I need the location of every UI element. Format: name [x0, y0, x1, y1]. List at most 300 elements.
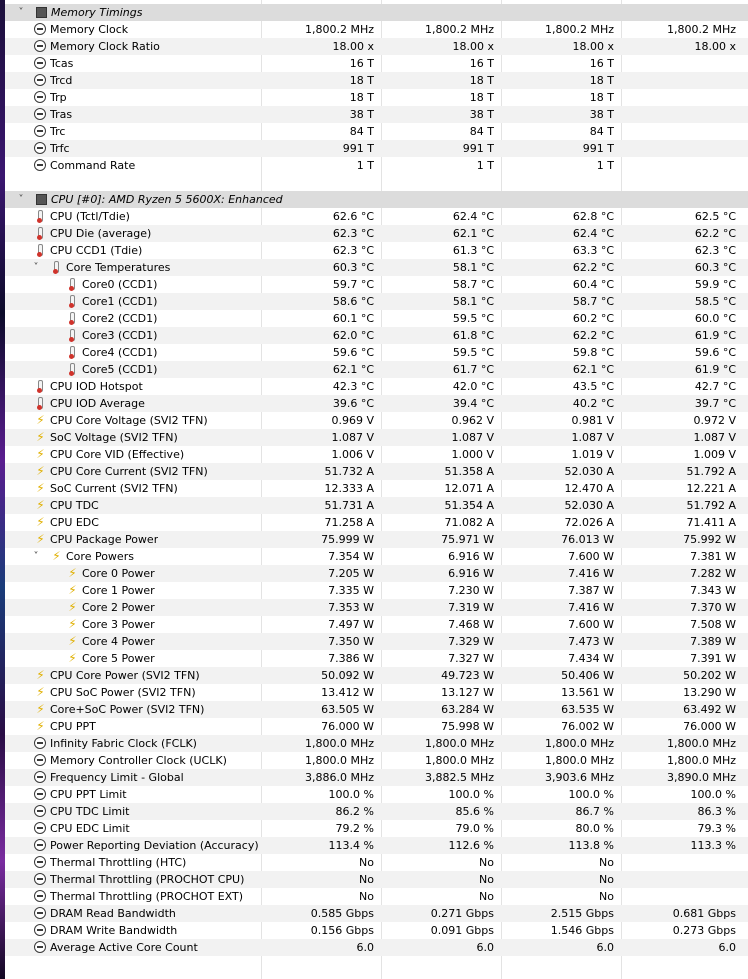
average-value: 7.381 W: [690, 550, 736, 563]
maximum-value: 50.406 W: [561, 669, 614, 682]
average-value: 62.3 °C: [694, 244, 736, 257]
average-value: 61.9 °C: [694, 363, 736, 376]
minimum-value: 18 T: [469, 74, 494, 87]
lightning-icon: ⚡: [36, 464, 45, 478]
sensor-row[interactable]: [5, 769, 748, 786]
maximum-value: 7.416 W: [568, 567, 614, 580]
current-value: 63.505 W: [321, 703, 374, 716]
sensor-label: CPU Package Power: [50, 533, 159, 546]
sensor-row[interactable]: [5, 446, 748, 463]
sensor-label: Core Temperatures: [66, 261, 171, 274]
current-value: 1,800.2 MHz: [304, 23, 374, 36]
minimum-value: 1,800.0 MHz: [424, 737, 494, 750]
maximum-value: 84 T: [589, 125, 614, 138]
current-value: 7.497 W: [328, 618, 374, 631]
current-value: 3,886.0 MHz: [304, 771, 374, 784]
section-header[interactable]: [5, 4, 748, 21]
average-value: 42.7 °C: [694, 380, 736, 393]
current-value: 51.732 A: [324, 465, 374, 478]
sensor-row[interactable]: [5, 208, 748, 225]
average-value: 1,800.0 MHz: [666, 754, 736, 767]
sensor-label: CPU TDC: [50, 499, 99, 512]
sensor-row[interactable]: [5, 225, 748, 242]
sensor-row[interactable]: [5, 684, 748, 701]
minimum-value: 85.6 %: [455, 805, 494, 818]
sensor-row[interactable]: [5, 21, 748, 38]
maximum-value: 7.473 W: [568, 635, 614, 648]
minimum-value: 18 T: [469, 91, 494, 104]
current-value: 0.156 Gbps: [310, 924, 374, 937]
average-value: 13.290 W: [683, 686, 736, 699]
thermometer-icon: [37, 227, 43, 240]
minimum-value: 6.0: [476, 941, 494, 954]
clock-icon: [34, 159, 46, 171]
lightning-icon: ⚡: [52, 549, 61, 563]
minimum-value: 1 T: [476, 159, 494, 172]
average-value: 1.009 V: [693, 448, 736, 461]
minimum-value: 991 T: [462, 142, 494, 155]
minimum-value: 51.354 A: [444, 499, 494, 512]
sensor-row[interactable]: [5, 939, 748, 956]
clock-icon: [34, 125, 46, 137]
maximum-value: 86.7 %: [575, 805, 614, 818]
sensor-row[interactable]: [5, 344, 748, 361]
current-value: 1,800.0 MHz: [304, 737, 374, 750]
current-value: 76.000 W: [321, 720, 374, 733]
maximum-value: 1.087 V: [571, 431, 614, 444]
current-value: 42.3 °C: [332, 380, 374, 393]
current-value: 7.335 W: [328, 584, 374, 597]
current-value: 38 T: [349, 108, 374, 121]
maximum-value: 18 T: [589, 91, 614, 104]
sensor-row[interactable]: [5, 582, 748, 599]
maximum-value: No: [599, 890, 614, 903]
sensor-label: Core 2 Power: [82, 601, 155, 614]
sensor-label: Core 0 Power: [82, 567, 155, 580]
sensor-row[interactable]: [5, 276, 748, 293]
sensor-label: Power Reporting Deviation (Accuracy): [50, 839, 259, 852]
maximum-value: No: [599, 856, 614, 869]
sensor-label: Trcd: [50, 74, 73, 87]
average-value: 60.3 °C: [694, 261, 736, 274]
current-value: 7.354 W: [328, 550, 374, 563]
average-value: 7.282 W: [690, 567, 736, 580]
sensor-row[interactable]: [5, 803, 748, 820]
sensor-label: Core+SoC Power (SVI2 TFN): [50, 703, 205, 716]
current-value: 991 T: [342, 142, 374, 155]
thermometer-icon: [69, 329, 75, 342]
clock-icon: [34, 771, 46, 783]
minimum-value: 58.1 °C: [452, 295, 494, 308]
minimum-value: 63.284 W: [441, 703, 494, 716]
clock-icon: [34, 74, 46, 86]
current-value: 84 T: [349, 125, 374, 138]
sensor-row[interactable]: [5, 463, 748, 480]
sensor-row[interactable]: [5, 361, 748, 378]
average-value: 3,890.0 MHz: [666, 771, 736, 784]
sensor-row[interactable]: [5, 38, 748, 55]
sensor-label: CPU Die (average): [50, 227, 152, 240]
minimum-value: 61.8 °C: [452, 329, 494, 342]
maximum-value: 7.600 W: [568, 618, 614, 631]
section-header[interactable]: [5, 191, 748, 208]
minimum-value: 112.6 %: [448, 839, 494, 852]
current-value: 0.585 Gbps: [310, 907, 374, 920]
current-value: 58.6 °C: [332, 295, 374, 308]
maximum-value: 7.387 W: [568, 584, 614, 597]
average-value: 75.992 W: [683, 533, 736, 546]
maximum-value: 1.546 Gbps: [550, 924, 614, 937]
sensor-row[interactable]: [5, 140, 748, 157]
maximum-value: 43.5 °C: [572, 380, 614, 393]
thermometer-icon: [37, 244, 43, 257]
maximum-value: 1,800.0 MHz: [544, 754, 614, 767]
sensor-row[interactable]: [5, 106, 748, 123]
sensor-label: CPU IOD Average: [50, 397, 145, 410]
minimum-value: 61.7 °C: [452, 363, 494, 376]
sensor-label: DRAM Write Bandwidth: [50, 924, 178, 937]
lightning-icon: ⚡: [36, 685, 45, 699]
chip-icon: [36, 7, 47, 18]
maximum-value: No: [599, 873, 614, 886]
current-value: 18 T: [349, 91, 374, 104]
thermometer-icon: [69, 278, 75, 291]
thermometer-icon: [37, 210, 43, 223]
average-value: 39.7 °C: [694, 397, 736, 410]
average-value: 0.972 V: [693, 414, 736, 427]
sensor-row[interactable]: [5, 922, 748, 939]
average-value: 7.508 W: [690, 618, 736, 631]
sensor-row[interactable]: [5, 837, 748, 854]
minimum-value: 79.0 %: [455, 822, 494, 835]
minimum-value: 6.916 W: [448, 550, 494, 563]
sensor-label: Core 5 Power: [82, 652, 155, 665]
average-value: 60.0 °C: [694, 312, 736, 325]
minimum-value: 16 T: [469, 57, 494, 70]
sensor-row[interactable]: [5, 888, 748, 905]
sensor-row[interactable]: [5, 89, 748, 106]
sensor-label: Core Powers: [66, 550, 134, 563]
lightning-icon: ⚡: [68, 600, 77, 614]
maximum-value: 52.030 A: [564, 465, 614, 478]
lightning-icon: ⚡: [36, 702, 45, 716]
current-value: 113.4 %: [328, 839, 374, 852]
current-value: 62.6 °C: [332, 210, 374, 223]
sensor-label: Infinity Fabric Clock (FCLK): [50, 737, 197, 750]
minimum-value: 84 T: [469, 125, 494, 138]
average-value: [623, 157, 740, 174]
maximum-value: 63.3 °C: [572, 244, 614, 257]
clock-icon: [34, 907, 46, 919]
average-value: 76.000 W: [683, 720, 736, 733]
maximum-value: 52.030 A: [564, 499, 614, 512]
minimum-value: 7.319 W: [448, 601, 494, 614]
sensor-row[interactable]: [5, 701, 748, 718]
clock-icon: [34, 142, 46, 154]
minimum-value: 6.916 W: [448, 567, 494, 580]
sensor-label: Thermal Throttling (HTC): [50, 856, 187, 869]
current-value: 59.6 °C: [332, 346, 374, 359]
maximum-value: 62.2 °C: [572, 329, 614, 342]
minimum-value: 100.0 %: [448, 788, 494, 801]
current-value: 7.205 W: [328, 567, 374, 580]
sensor-label: CPU CCD1 (Tdie): [50, 244, 143, 257]
lightning-icon: ⚡: [68, 651, 77, 665]
sensor-label: DRAM Read Bandwidth: [50, 907, 176, 920]
maximum-value: 1 T: [596, 159, 614, 172]
sensor-row[interactable]: [5, 599, 748, 616]
minimum-value: 13.127 W: [441, 686, 494, 699]
maximum-value: 7.600 W: [568, 550, 614, 563]
sensor-label: Thermal Throttling (PROCHOT EXT): [50, 890, 244, 903]
maximum-value: 76.013 W: [561, 533, 614, 546]
current-value: 86.2 %: [335, 805, 374, 818]
sensor-row[interactable]: [5, 395, 748, 412]
average-value: 12.221 A: [686, 482, 736, 495]
current-value: 79.2 %: [335, 822, 374, 835]
lightning-icon: ⚡: [36, 498, 45, 512]
sensor-row[interactable]: [5, 531, 748, 548]
current-value: 1,800.0 MHz: [304, 754, 374, 767]
lightning-icon: ⚡: [36, 719, 45, 733]
sensor-label: CPU (Tctl/Tdie): [50, 210, 130, 223]
maximum-value: 72.026 A: [564, 516, 614, 529]
sensor-row[interactable]: [5, 327, 748, 344]
sensor-row[interactable]: [5, 497, 748, 514]
minimum-value: 7.327 W: [448, 652, 494, 665]
sensor-row[interactable]: [5, 633, 748, 650]
sensor-label: Core 3 Power: [82, 618, 155, 631]
lightning-icon: ⚡: [36, 430, 45, 444]
maximum-value: 100.0 %: [568, 788, 614, 801]
sensor-row[interactable]: [5, 820, 748, 837]
average-value: 51.792 A: [686, 499, 736, 512]
average-value: 63.492 W: [683, 703, 736, 716]
average-value: [623, 106, 740, 123]
maximum-value: 60.2 °C: [572, 312, 614, 325]
average-value: 7.370 W: [690, 601, 736, 614]
maximum-value: 12.470 A: [564, 482, 614, 495]
sensor-row[interactable]: [5, 242, 748, 259]
sensor-row[interactable]: [5, 157, 748, 174]
minimum-value: 1.000 V: [451, 448, 494, 461]
minimum-value: 38 T: [469, 108, 494, 121]
sensor-label: Memory Controller Clock (UCLK): [50, 754, 227, 767]
sensor-row[interactable]: [5, 514, 748, 531]
maximum-value: 63.535 W: [561, 703, 614, 716]
sensor-label: Core3 (CCD1): [82, 329, 158, 342]
current-value: 60.1 °C: [332, 312, 374, 325]
sensor-row[interactable]: [5, 123, 748, 140]
minimum-value: 0.271 Gbps: [430, 907, 494, 920]
sensor-label: CPU Core Power (SVI2 TFN): [50, 669, 200, 682]
average-value: [623, 55, 740, 72]
sensor-label: Core 1 Power: [82, 584, 155, 597]
lightning-icon: ⚡: [68, 617, 77, 631]
sensor-row[interactable]: [5, 548, 748, 565]
average-value: 0.681 Gbps: [672, 907, 736, 920]
average-value: 62.2 °C: [694, 227, 736, 240]
lightning-icon: ⚡: [36, 532, 45, 546]
sensor-label: SoC Current (SVI2 TFN): [50, 482, 178, 495]
sensor-row[interactable]: [5, 752, 748, 769]
minimum-value: 1,800.0 MHz: [424, 754, 494, 767]
average-value: 51.792 A: [686, 465, 736, 478]
current-value: 1.087 V: [331, 431, 374, 444]
maximum-value: 76.002 W: [561, 720, 614, 733]
maximum-value: 7.416 W: [568, 601, 614, 614]
maximum-value: 40.2 °C: [572, 397, 614, 410]
sensor-row[interactable]: [5, 55, 748, 72]
sensor-label: CPU TDC Limit: [50, 805, 130, 818]
maximum-value: 62.4 °C: [572, 227, 614, 240]
average-value: [623, 888, 740, 905]
maximum-value: 6.0: [596, 941, 614, 954]
chevron-down-icon[interactable]: ˅: [18, 7, 24, 18]
current-value: 7.386 W: [328, 652, 374, 665]
chevron-down-icon[interactable]: ˅: [33, 551, 39, 562]
minimum-value: 75.998 W: [441, 720, 494, 733]
average-value: 86.3 %: [697, 805, 736, 818]
sensor-label: CPU PPT Limit: [50, 788, 127, 801]
minimum-value: 58.7 °C: [452, 278, 494, 291]
maximum-value: 18.00 x: [572, 40, 614, 53]
sensor-label: Frequency Limit - Global: [50, 771, 184, 784]
average-value: 79.3 %: [697, 822, 736, 835]
thermometer-icon: [69, 346, 75, 359]
maximum-value: 59.8 °C: [572, 346, 614, 359]
clock-icon: [34, 924, 46, 936]
sensor-row[interactable]: [5, 786, 748, 803]
chevron-down-icon[interactable]: ˅: [33, 262, 39, 273]
sensor-label: Core5 (CCD1): [82, 363, 158, 376]
sensor-row[interactable]: [5, 735, 748, 752]
sensor-label: Trp: [50, 91, 67, 104]
lightning-icon: ⚡: [36, 447, 45, 461]
maximum-value: 58.7 °C: [572, 295, 614, 308]
current-value: 12.333 A: [324, 482, 374, 495]
section-title: CPU [#0]: AMD Ryzen 5 5600X: Enhanced: [51, 193, 283, 206]
current-value: 7.353 W: [328, 601, 374, 614]
sensor-row[interactable]: [5, 718, 748, 735]
current-value: 59.7 °C: [332, 278, 374, 291]
sensor-label: CPU PPT: [50, 720, 96, 733]
maximum-value: 3,903.6 MHz: [544, 771, 614, 784]
clock-icon: [34, 108, 46, 120]
sensor-row[interactable]: [5, 259, 748, 276]
sensor-row[interactable]: [5, 905, 748, 922]
minimum-value: 49.723 W: [441, 669, 494, 682]
minimum-value: 12.071 A: [444, 482, 494, 495]
sensor-row[interactable]: [5, 667, 748, 684]
sensor-row[interactable]: [5, 565, 748, 582]
sensor-row[interactable]: [5, 412, 748, 429]
current-value: 1 T: [356, 159, 374, 172]
current-value: 7.350 W: [328, 635, 374, 648]
average-value: 59.9 °C: [694, 278, 736, 291]
clock-icon: [34, 856, 46, 868]
current-value: No: [359, 890, 374, 903]
average-value: 1.087 V: [693, 431, 736, 444]
minimum-value: 59.5 °C: [452, 346, 494, 359]
maximum-value: 38 T: [589, 108, 614, 121]
maximum-value: 1,800.2 MHz: [544, 23, 614, 36]
sensor-row[interactable]: [5, 310, 748, 327]
sensor-row[interactable]: [5, 854, 748, 871]
average-value: [623, 140, 740, 157]
current-value: 62.3 °C: [332, 244, 374, 257]
minimum-value: 18.00 x: [452, 40, 494, 53]
sensor-label: CPU EDC Limit: [50, 822, 130, 835]
average-value: 7.389 W: [690, 635, 736, 648]
chevron-down-icon[interactable]: ˅: [18, 194, 24, 205]
thermometer-icon: [69, 295, 75, 308]
sensor-label: Memory Clock: [50, 23, 129, 36]
current-value: 6.0: [356, 941, 374, 954]
lightning-icon: ⚡: [36, 668, 45, 682]
sensor-row[interactable]: [5, 429, 748, 446]
maximum-value: 80.0 %: [575, 822, 614, 835]
maximum-value: 16 T: [589, 57, 614, 70]
minimum-value: 39.4 °C: [452, 397, 494, 410]
clock-icon: [34, 754, 46, 766]
current-value: 51.731 A: [324, 499, 374, 512]
current-value: 0.969 V: [331, 414, 374, 427]
sensor-row[interactable]: [5, 72, 748, 89]
sensor-row[interactable]: [5, 871, 748, 888]
sensor-label: CPU Core VID (Effective): [50, 448, 185, 461]
minimum-value: 42.0 °C: [452, 380, 494, 393]
current-value: No: [359, 856, 374, 869]
sensor-label: Core0 (CCD1): [82, 278, 158, 291]
maximum-value: 62.8 °C: [572, 210, 614, 223]
average-value: [623, 854, 740, 871]
minimum-value: 62.1 °C: [452, 227, 494, 240]
maximum-value: 13.561 W: [561, 686, 614, 699]
clock-icon: [34, 839, 46, 851]
lightning-icon: ⚡: [36, 413, 45, 427]
sensor-row[interactable]: [5, 480, 748, 497]
lightning-icon: ⚡: [68, 566, 77, 580]
average-value: 113.3 %: [690, 839, 736, 852]
current-value: 60.3 °C: [332, 261, 374, 274]
current-value: No: [359, 873, 374, 886]
clock-icon: [34, 788, 46, 800]
current-value: 75.999 W: [321, 533, 374, 546]
average-value: 61.9 °C: [694, 329, 736, 342]
current-value: 100.0 %: [328, 788, 374, 801]
clock-icon: [34, 737, 46, 749]
sensor-row[interactable]: [5, 616, 748, 633]
sensor-row[interactable]: [5, 378, 748, 395]
sensor-row[interactable]: [5, 293, 748, 310]
maximum-value: 62.1 °C: [572, 363, 614, 376]
clock-icon: [34, 91, 46, 103]
average-value: 1,800.0 MHz: [666, 737, 736, 750]
sensor-label: CPU Core Voltage (SVI2 TFN): [50, 414, 208, 427]
average-value: 59.6 °C: [694, 346, 736, 359]
sensor-label: CPU Core Current (SVI2 TFN): [50, 465, 208, 478]
sensor-label: CPU IOD Hotspot: [50, 380, 143, 393]
sensor-row[interactable]: [5, 650, 748, 667]
sensor-label: Command Rate: [50, 159, 136, 172]
clock-icon: [34, 941, 46, 953]
clock-icon: [34, 890, 46, 902]
sensor-label: Tcas: [50, 57, 74, 70]
sensor-label: Memory Clock Ratio: [50, 40, 160, 53]
minimum-value: 71.082 A: [444, 516, 494, 529]
thermometer-icon: [69, 312, 75, 325]
